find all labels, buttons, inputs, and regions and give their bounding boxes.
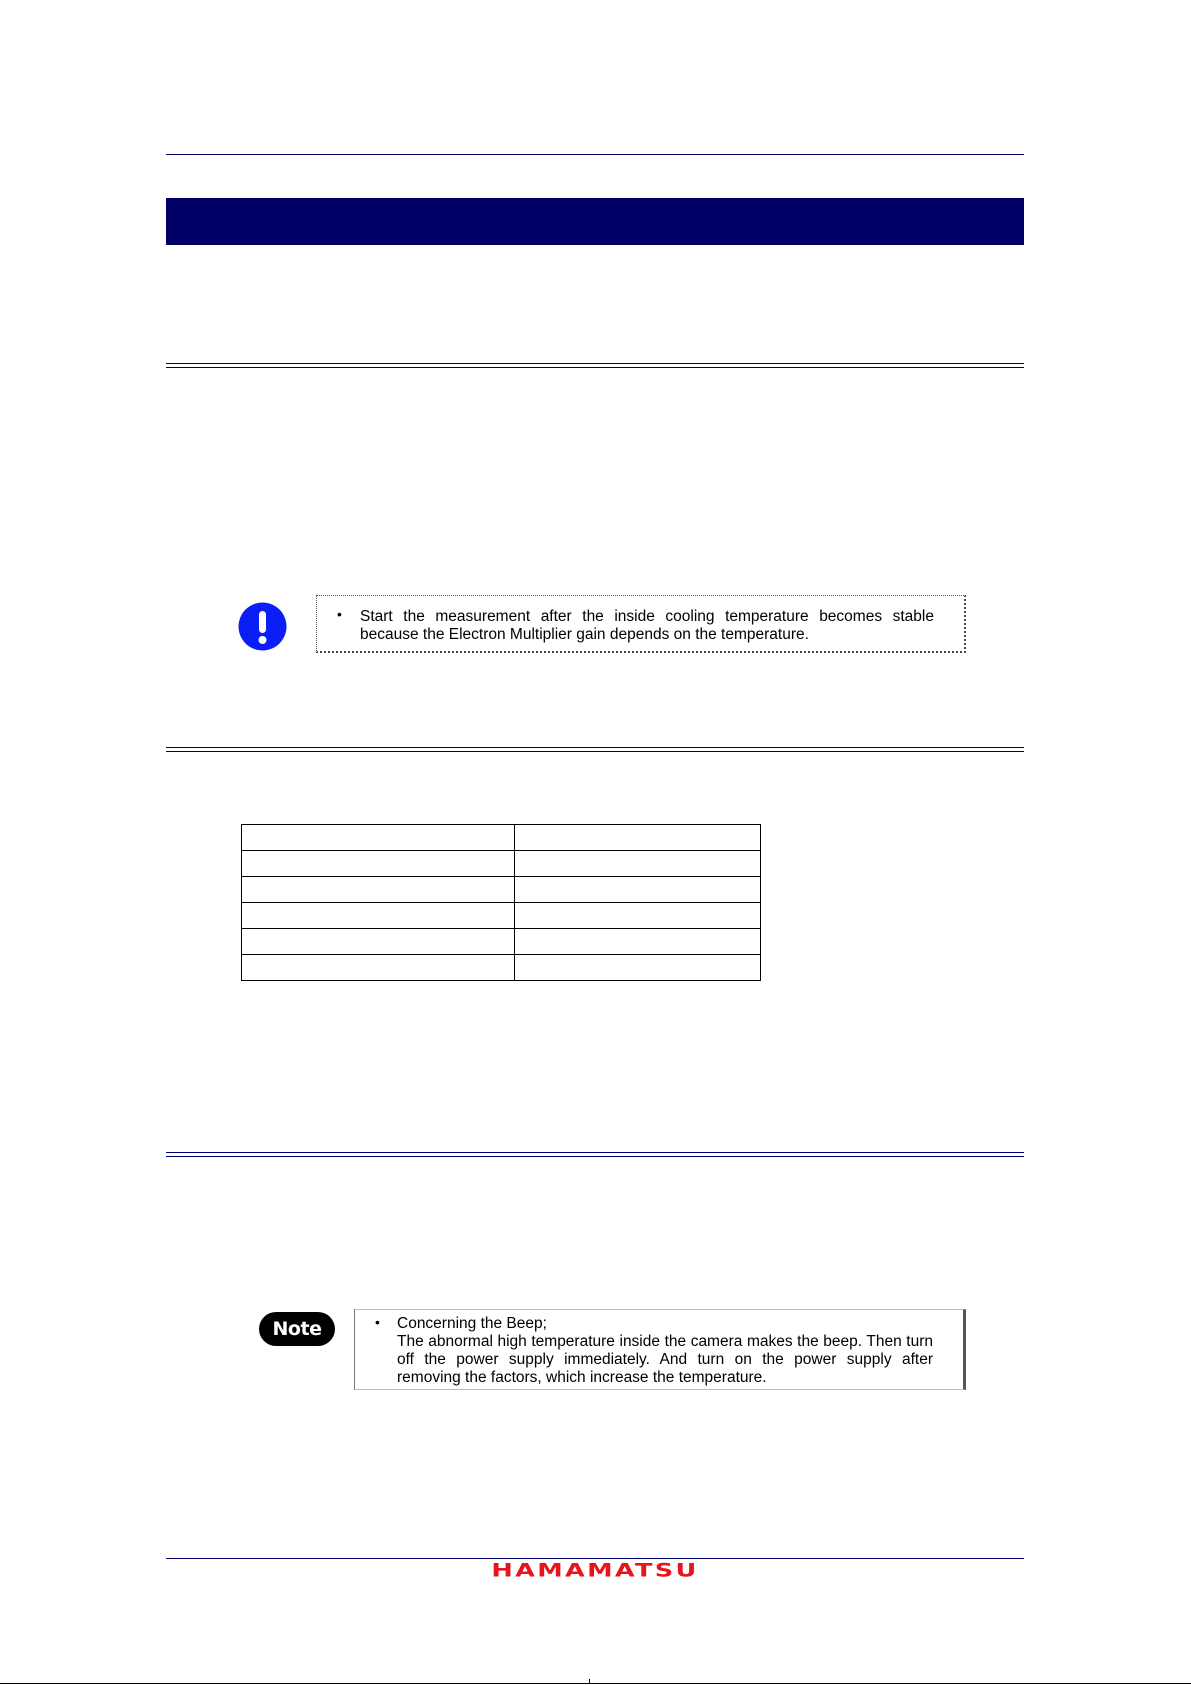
bullet: • (337, 606, 342, 622)
caution-box (316, 595, 966, 653)
table-cell (242, 851, 515, 877)
table-cell (515, 851, 761, 877)
table-cell (242, 929, 515, 955)
blank-table (241, 824, 761, 981)
page-edge-rule (0, 1683, 1191, 1684)
table-cell (242, 955, 515, 981)
table-cell (515, 877, 761, 903)
exclamation-circle-icon (238, 602, 287, 651)
table-row (242, 825, 761, 851)
table-row (242, 929, 761, 955)
note-text: The abnormal high temperature inside the camera makes the beep. Then turn off the power supply immediately. And turn on the power supply after removing the factors, which increase the temperature. (397, 1333, 933, 1386)
table-cell (515, 903, 761, 929)
hamamatsu-logo: HAMAMATSU (491, 1558, 699, 1582)
note-badge: Note (259, 1312, 335, 1346)
table-row (242, 877, 761, 903)
table-cell (242, 877, 515, 903)
chapter-title-bar (166, 198, 1024, 245)
section-rule-3 (166, 1152, 1024, 1157)
table-cell (515, 955, 761, 981)
caution-text: Start the measurement after the inside cooling temperature becomes stable because the Electron Multiplier gain depends on the temperature. (360, 608, 934, 643)
header-rule (166, 154, 1024, 155)
bullet: • (375, 1314, 380, 1330)
table-row (242, 903, 761, 929)
page-edge-tick (589, 1679, 590, 1684)
note-heading: Concerning the Beep; (397, 1315, 547, 1332)
table-cell (515, 929, 761, 955)
note-box (354, 1309, 966, 1390)
section-rule-2 (166, 747, 1024, 752)
table-cell (242, 825, 515, 851)
table-cell (242, 903, 515, 929)
table-row (242, 851, 761, 877)
section-rule-1 (166, 363, 1024, 368)
table-cell (515, 825, 761, 851)
table-row (242, 955, 761, 981)
